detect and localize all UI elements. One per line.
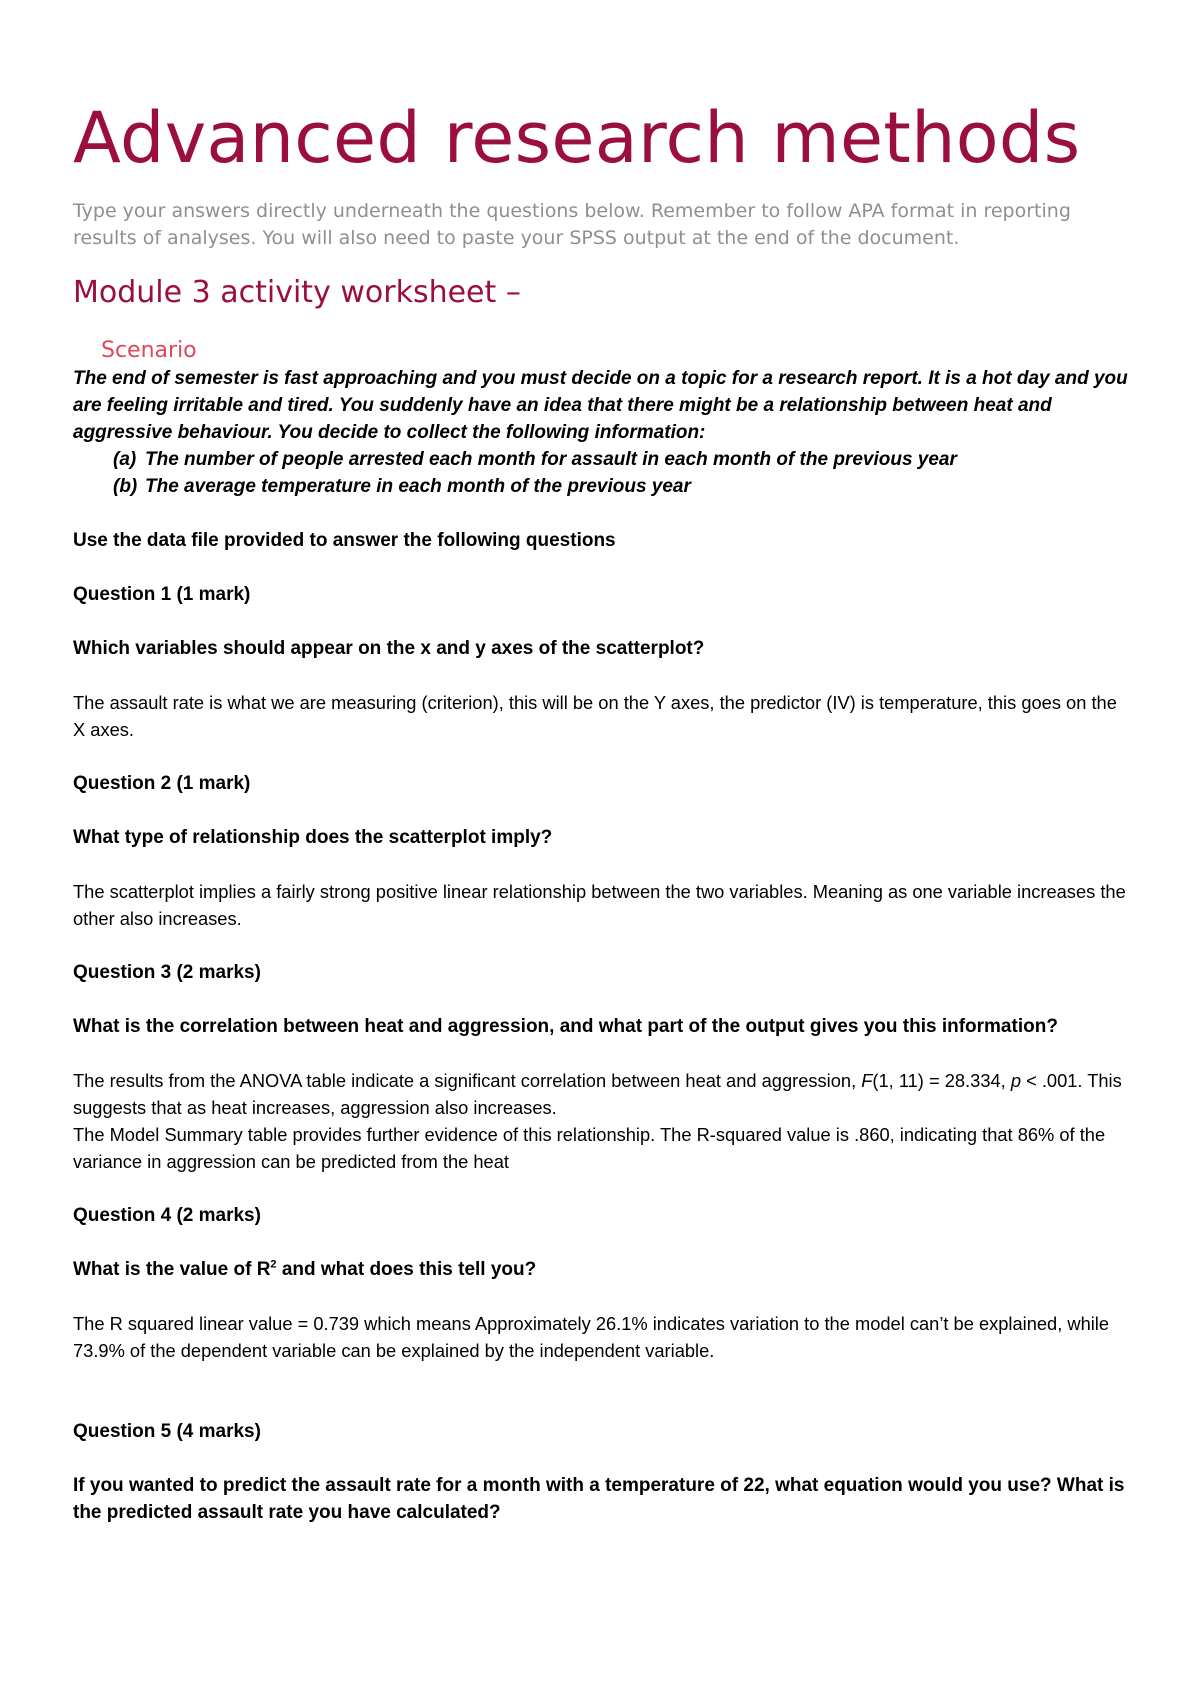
question-2-label: Question 2 (1 mark) — [73, 773, 251, 794]
question-3-label: Question 3 (2 marks) — [73, 962, 261, 983]
question-5-prompt: If you wanted to predict the assault rate for a month with a temperature of 22, what equation would you use? What is the predicted assault rate you have calculated? — [73, 1475, 1125, 1523]
answer-text: The results from the ANOVA table indicate a significant correlation between heat and aggression, — [73, 1070, 862, 1091]
question-5-label: Question 5 (4 marks) — [73, 1421, 261, 1442]
question-4-label: Question 4 (2 marks) — [73, 1205, 261, 1226]
question-4-answer[interactable]: The R squared linear value = 0.739 which means Approximately 26.1% indicates variation to the model can’t be explained, while 73.9% of the dependent variable can be explained by the independent variable. — [73, 1313, 1110, 1361]
answer-text: (1, 11) = 28.334, — [872, 1070, 1011, 1091]
list-item-label: (b) — [113, 476, 138, 497]
superscript: 2 — [270, 1258, 277, 1271]
module-heading: Module 3 activity worksheet – — [73, 275, 521, 310]
question-2-answer[interactable]: The scatterplot implies a fairly strong positive linear relationship between the two variables. Meaning as one variable increases the other also increases. — [73, 881, 1126, 929]
list-item-text: The average temperature in each month of the previous year — [145, 476, 691, 497]
answer-italic-p: p — [1010, 1070, 1021, 1091]
question-2-prompt: What type of relationship does the scatterplot imply? — [73, 827, 553, 848]
list-item-text: The number of people arrested each month for assault in each month of the previous year — [145, 449, 957, 470]
scenario-heading: Scenario — [101, 338, 197, 363]
scenario-text: The end of semester is fast approaching and you must decide on a topic for a research report. It is a hot day and you are feeling irritable and tired. You suddenly have an idea that there might be a relationship between heat and aggressive behaviour. You decide to collect the following information: — [73, 368, 1128, 443]
instruction-line: Use the data file provided to answer the following questions — [73, 530, 616, 551]
list-item — [113, 473, 1130, 500]
question-1-answer[interactable]: The assault rate is what we are measuring (criterion), this will be on the Y axes, the predictor (IV) is temperature, this goes on the X axes. — [73, 692, 1117, 740]
list-item-label: (a) — [113, 449, 137, 470]
question-1-prompt: Which variables should appear on the x and y axes of the scatterplot? — [73, 638, 705, 659]
document-title: Advanced research methods — [73, 97, 1081, 179]
list-item — [113, 446, 1130, 473]
question-3-answer[interactable] — [73, 1067, 1130, 1121]
prompt-text: What is the value of R — [73, 1259, 271, 1280]
question-3-prompt: What is the correlation between heat and aggression, and what part of the output gives you this information? — [73, 1016, 1058, 1037]
question-1-label: Question 1 (1 mark) — [73, 584, 251, 605]
intro-instructions: Type your answers directly underneath the questions below. Remember to follow APA format in reporting results of analyses. You will also need to paste your SPSS output at the end of the document. — [73, 200, 1071, 249]
question-3-answer-continued[interactable]: The Model Summary table provides further evidence of this relationship. The R-squared value is .860, indicating that 86% of the variance in aggression can be predicted from the heat — [73, 1124, 1106, 1172]
answer-italic-f: F — [861, 1070, 873, 1091]
scenario-list — [73, 446, 1130, 500]
prompt-text: and what does this tell you? — [276, 1259, 537, 1280]
question-4-prompt — [73, 1256, 1130, 1283]
answer-text: < .001. This suggests that as heat increases, aggression also increases. — [73, 1070, 1122, 1118]
